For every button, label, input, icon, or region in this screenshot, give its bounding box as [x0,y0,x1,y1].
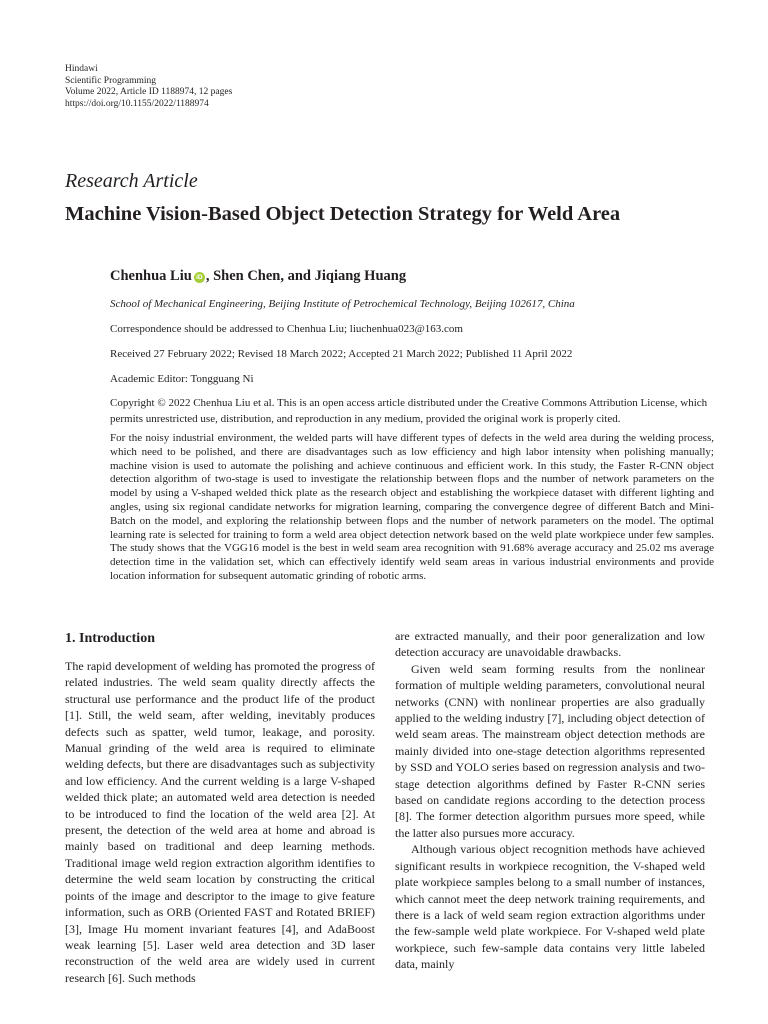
body-column-right [395,628,705,973]
body-paragraph: Although various object recognition methods have achieved significant results in workpiece recognition, the V-shaped weld plate workpiece samples belong to a small number of instances, which cannot meet the deep network training requirements, and there is a lack of weld seam region extraction algorithms under the few-sample weld plate workpiece. For V-shaped weld plate workpiece, such few-sample data contains very little labeled data, mainly [395,842,705,972]
journal-name: Scientific Programming [65,75,157,86]
body-paragraph: Given weld seam forming results from the nonlinear formation of multiple welding parameters, convolutional neural networks (CNN) with nonlinear properties are also gradually applied to the welding industry [7], including object detection of weld seam areas. The mainstream object detection methods are mainly divided into one-stage detection algorithms represented by SSD and YOLO series based on regression analysis and two-stage detection algorithms defined by Faster R-CNN series based on candidate regions according to the detection process [8]. The former detection algorithm pursues more speed, while the latter also pursues more accuracy. [395,661,705,840]
author-names-rest: , Shen Chen, and Jiqiang Huang [205,268,407,284]
article-type: Research Article [65,170,198,192]
doi-link[interactable]: https://doi.org/10.1155/2022/1188974 [65,98,209,109]
affiliation: School of Mechanical Engineering, Beijing Institute of Petrochemical Technology, Beijing 102617, China [110,298,575,310]
copyright-notice: Copyright © 2022 Chenhua Liu et al. This is an open access article distributed under the Creative Commons Attribution License, which permits unrestricted use, distribution, and reproduction in any medium, provided the original work is properly cited. [110,397,708,425]
publication-dates: Received 27 February 2022; Revised 18 March 2022; Accepted 21 March 2022; Published 11 April 2022 [110,348,573,360]
correspondence: Correspondence should be addressed to Chenhua Liu; liuchenhua023@163.com [110,323,463,335]
volume-info: Volume 2022, Article ID 1188974, 12 pages [65,87,233,97]
section-heading: 1. Introduction [65,631,155,646]
author-list [110,268,406,285]
body-paragraph: The rapid development of welding has promoted the progress of related industries. The weld seam quality directly affects the structural use performance and the product life of the product [1]. Still, the weld seam, after welding, inevitably produces defects such as spatter, weld tumor, leakage, and porosity. Manual grinding of the weld area is required to eliminate welding defects, but there are disadvantages such as subjectivity and low efficiency. And the current welding is a large V-shaped welded thick plate; an automated weld area detection is needed to be introduced to find the location of the weld area [2]. At present, the detection of the weld area at home and abroad is mainly based on traditional and deep learning methods. Traditional image weld region extraction algorithm identifies to determine the weld seam location by constructing the critical points of the image and descriptor to the image to give feature information, such as ORB (Oriented FAST and Rotated BRIEF) [3], Image Hu moment invariant features [4], and AdaBoost weak learning [5]. Laser weld area detection and 3D laser reconstruction of the weld area are widely used in current research [6]. Such methods [65,659,375,985]
paper-title: Machine Vision-Based Object Detection Strategy for Weld Area [65,203,621,225]
academic-editor: Academic Editor: Tongguang Ni [110,373,254,385]
body-paragraph: are extracted manually, and their poor generalization and low detection accuracy are unavoidable drawbacks. [395,629,705,660]
abstract: For the noisy industrial environment, the welded parts will have different types of defects in the weld area during the welding process, which need to be polished, and there are disadvantages such as low efficiency and high labor intensity when polishing manually; machine vision is used to automate the polishing and achieve continuous and efficient work. In this study, the Faster R-CNN object detection algorithm of two-stage is used to investigate the relationship between flops and the number of network parameters on the model by using a V-shaped welded thick plate as the research object and establishing the workpiece dataset with different lighting and angles, using six regional candidate networks for migration learning, comparing the convergence degree of different Batch and Mini-Batch on the model, and exploring the relationship between flops and the number of network parameters on the model. The optimal learning rate is selected for training to form a weld area object detection network based on the weld plate workpiece under few samples. The study shows that the VGG16 model is the best in weld seam area recognition with 91.68% average accuracy and 25.02 ms average detection time in the validation set, which can effectively identify weld seam areas in various industrial environments and provide location information for subsequent automatic grinding of robotic arms. [110,432,714,582]
publisher-name: Hindawi [65,64,98,74]
orcid-icon[interactable]: iD [194,272,205,283]
journal-masthead [65,64,232,110]
author-name-first[interactable]: Chenhua Liu [110,268,192,284]
body-column-left [65,628,375,986]
